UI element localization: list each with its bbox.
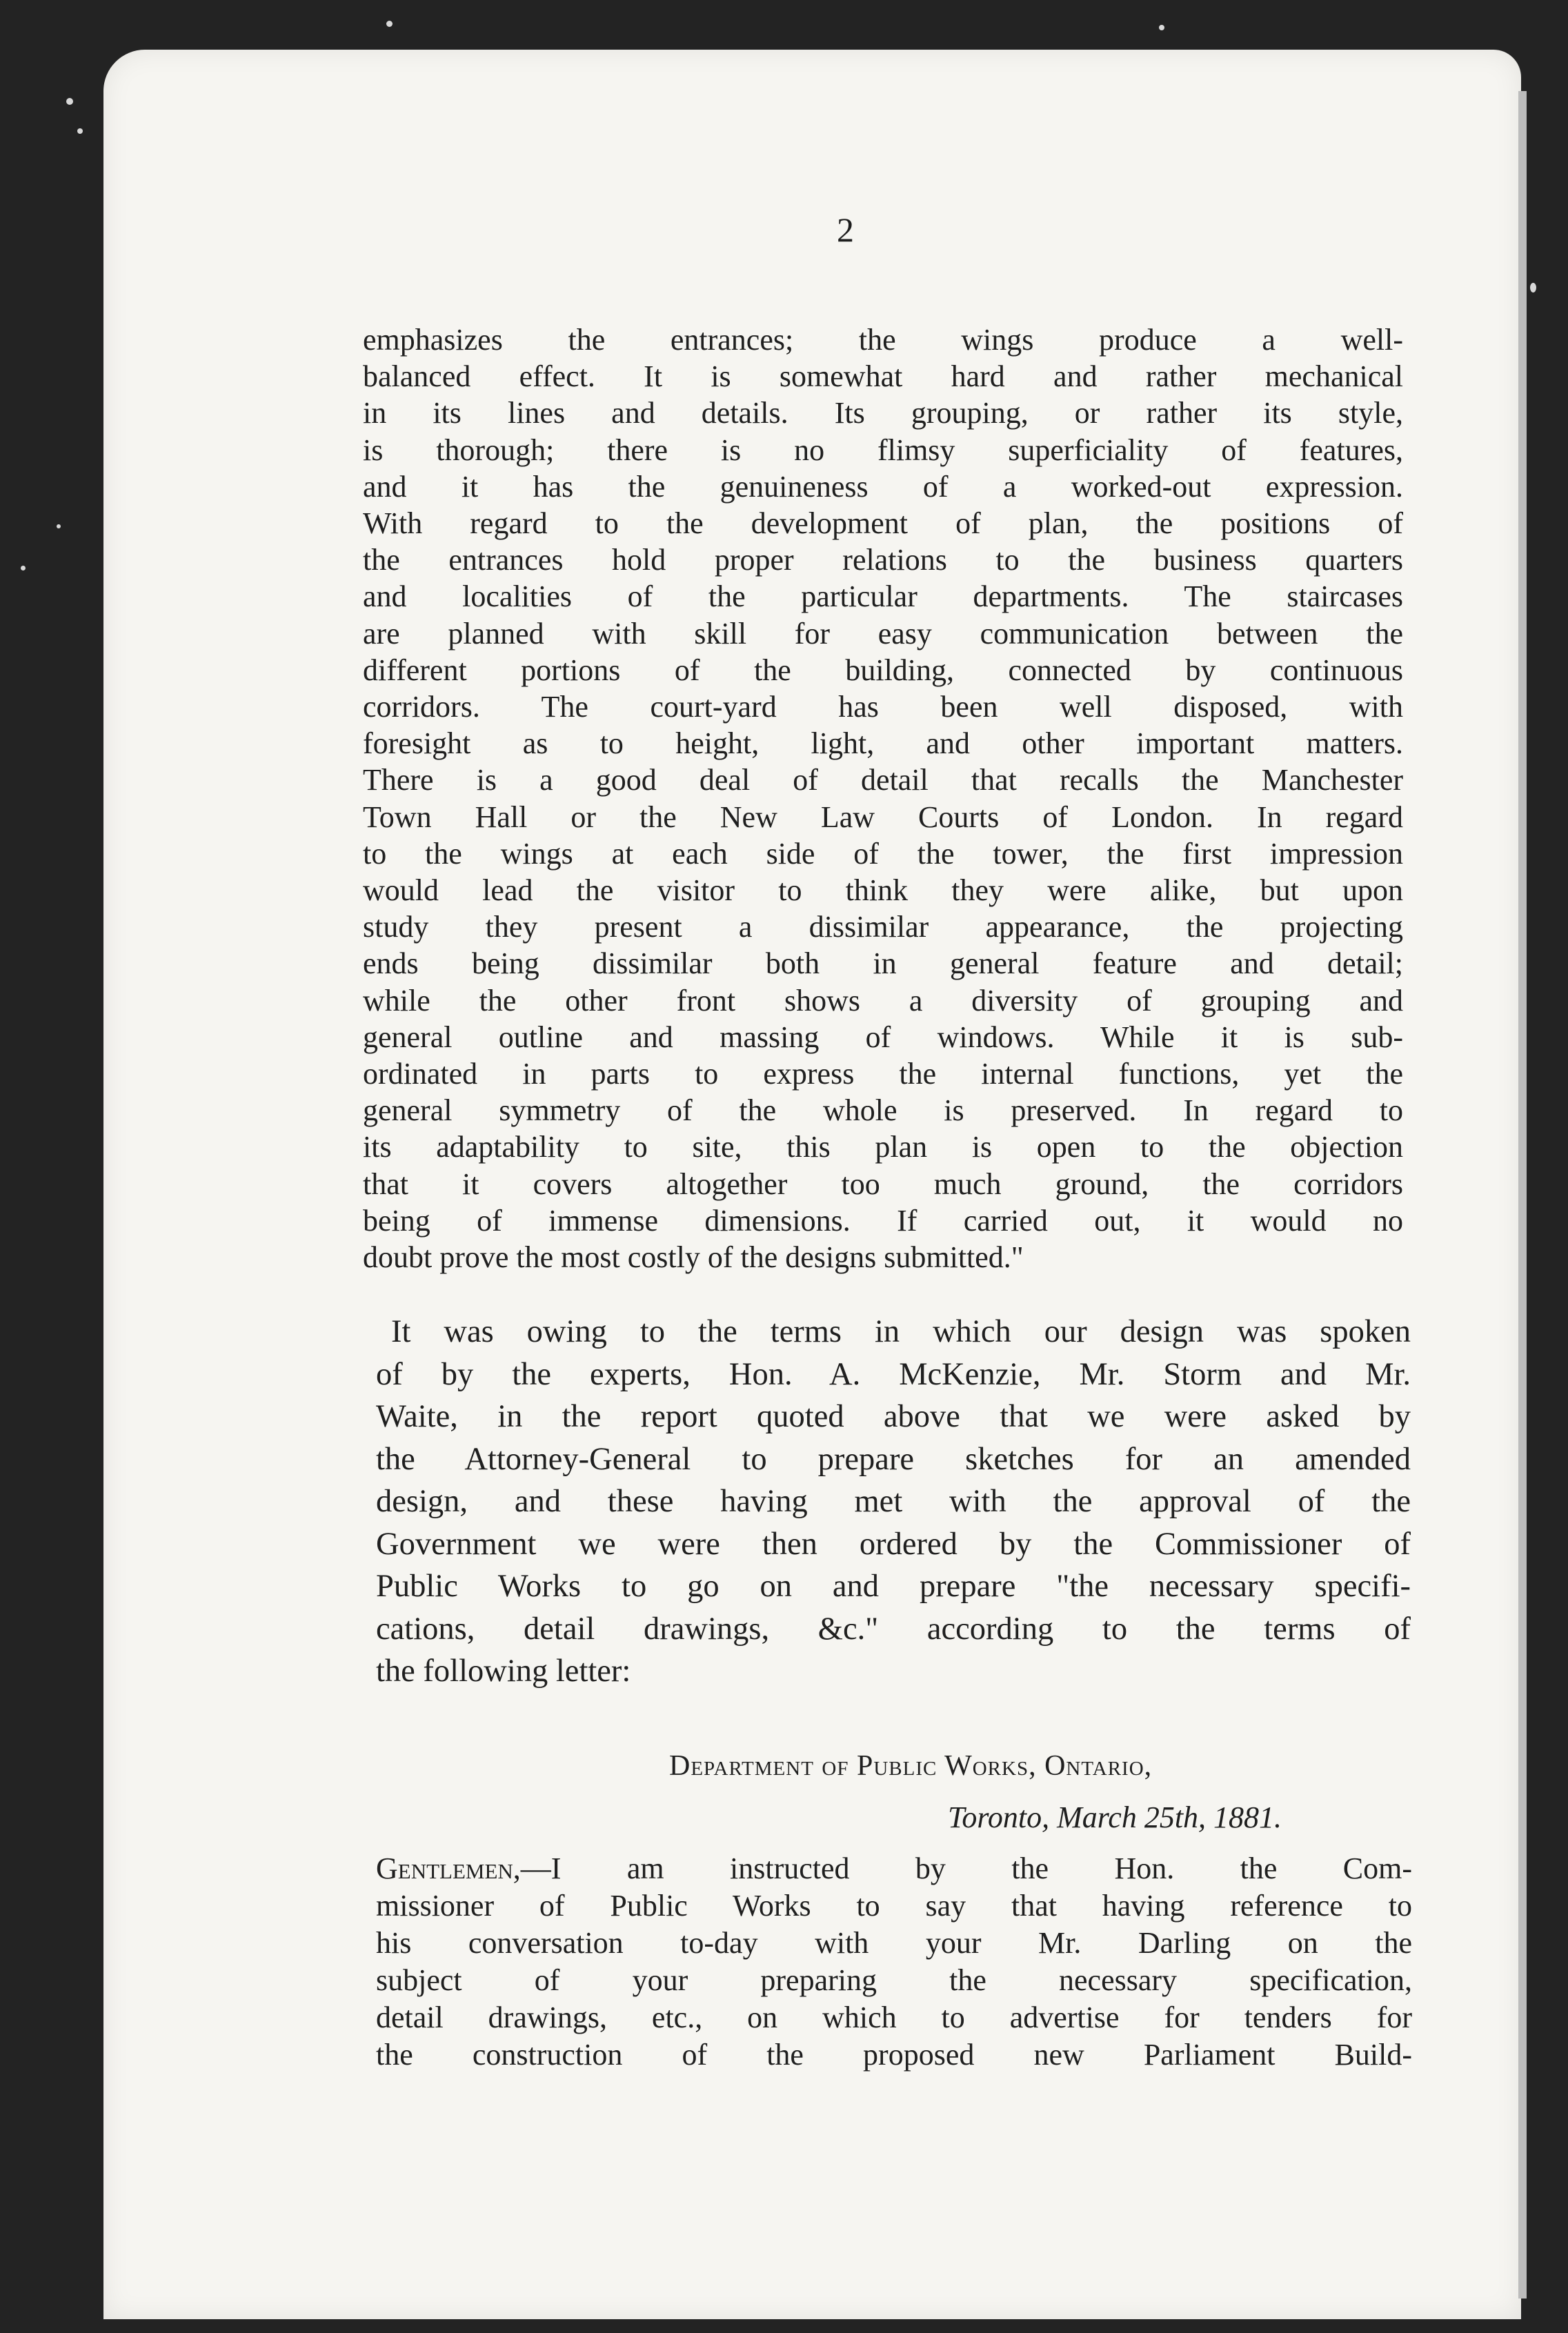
letter-heading: Department of Public Works, Ontario, <box>669 1750 1153 1782</box>
text-line: cations, detail drawings, &c." according to the terms of <box>376 1611 1411 1647</box>
text-line: being of immense dimensions. If carried out, it would no <box>363 1203 1403 1238</box>
text-line: With regard to the development of plan, the positions of <box>363 506 1403 541</box>
page-edge <box>1518 91 1527 2299</box>
text-line: general outline and massing of windows. While it is sub- <box>363 1020 1403 1054</box>
scan-speck <box>66 98 73 105</box>
text-line: It was owing to the terms in which our design was spoken <box>391 1314 1411 1349</box>
text-line: study they present a dissimilar appearance, the projecting <box>363 910 1403 944</box>
letter-salutation: Gentlemen, <box>376 1851 521 1885</box>
text-line: Town Hall or the New Law Courts of London. In regard <box>363 800 1403 834</box>
page-number: 2 <box>837 210 854 249</box>
text-line: are planned with skill for easy communication between the <box>363 616 1403 651</box>
text-line: the following letter: <box>376 1654 631 1689</box>
text-line: and localities of the particular departments. The staircases <box>363 579 1403 614</box>
scan-speck <box>77 128 83 134</box>
document-page <box>103 50 1521 2319</box>
narrative-paragraph <box>376 1311 1411 1693</box>
text-line: foresight as to height, light, and other important matters. <box>363 726 1403 761</box>
text-line: his conversation to-day with your Mr. Darling on the <box>376 1926 1412 1960</box>
scan-speck <box>21 566 26 570</box>
text-line: the construction of the proposed new Parliament Build- <box>376 2038 1412 2072</box>
text-line: ordinated in parts to express the internal functions, yet the <box>363 1057 1403 1091</box>
text-line: of by the experts, Hon. A. McKenzie, Mr. Storm and Mr. <box>376 1356 1411 1392</box>
text-line: Waite, in the report quoted above that we were asked by <box>376 1399 1411 1434</box>
scan-speck <box>1530 283 1536 292</box>
text-line: doubt prove the most costly of the designs submitted." <box>363 1240 1024 1275</box>
scan-speck <box>386 21 393 27</box>
text-line: would lead the visitor to think they were alike, but upon <box>363 873 1403 908</box>
text-line: its adaptability to site, this plan is open to the objection <box>363 1130 1403 1164</box>
scan-speck <box>1159 25 1164 30</box>
text-line: corridors. The court-yard has been well disposed, with <box>363 690 1403 724</box>
text-line: and it has the genuineness of a worked-out expression. <box>363 469 1403 504</box>
text-line: the Attorney-General to prepare sketches for an amended <box>376 1441 1411 1477</box>
letter-body <box>376 1850 1412 2074</box>
text-line: emphasizes the entrances; the wings produce a well- <box>363 323 1403 357</box>
text-line: Government we were then ordered by the Commissioner of <box>376 1526 1411 1562</box>
report-paragraph <box>363 321 1403 1275</box>
text-line: Public Works to go on and prepare "the necessary specifi- <box>376 1569 1411 1604</box>
scan-speck <box>57 524 61 528</box>
text-line-rest: —I am instructed by the Hon. the Com- <box>520 1851 1412 1885</box>
text-line: subject of your preparing the necessary specification, <box>376 1963 1412 1997</box>
text-line: the entrances hold proper relations to the business quarters <box>363 543 1403 577</box>
letter-dateline: Toronto, March 25th, 1881. <box>948 1800 1282 1834</box>
text-line: general symmetry of the whole is preserved. In regard to <box>363 1093 1403 1128</box>
text-line: There is a good deal of detail that recalls the Manchester <box>363 763 1403 797</box>
text-line: to the wings at each side of the tower, the first impression <box>363 836 1403 871</box>
text-line: balanced effect. It is somewhat hard and rather mechanical <box>363 359 1403 394</box>
text-line: missioner of Public Works to say that having reference to <box>376 1889 1412 1923</box>
text-line: design, and these having met with the approval of the <box>376 1484 1411 1519</box>
text-line: ends being dissimilar both in general feature and detail; <box>363 946 1403 981</box>
text-line <box>376 1850 1412 1887</box>
text-line: is thorough; there is no flimsy superficiality of features, <box>363 433 1403 467</box>
text-line: while the other front shows a diversity of grouping and <box>363 983 1403 1017</box>
text-line: different portions of the building, connected by continuous <box>363 653 1403 687</box>
text-line: in its lines and details. Its grouping, or rather its style, <box>363 396 1403 430</box>
text-line: detail drawings, etc., on which to advertise for tenders for <box>376 2001 1412 2034</box>
text-line: that it covers altogether too much ground, the corridors <box>363 1166 1403 1201</box>
